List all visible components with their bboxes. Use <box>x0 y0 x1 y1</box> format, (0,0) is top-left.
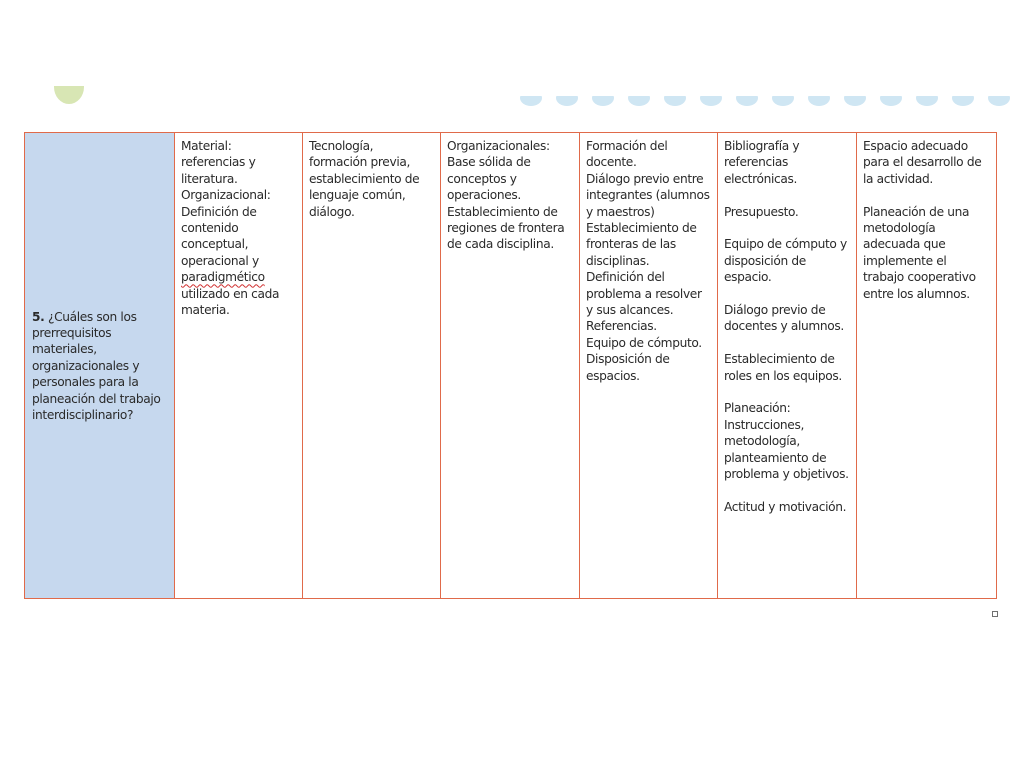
cell-text: Organizacionales: Base sólida de conceptos y operaciones. <box>447 139 550 203</box>
cell-text: Planeación: Instrucciones, metodología, planteamiento de problema y objetivos. <box>724 401 849 482</box>
answer-cell[interactable] <box>580 133 718 599</box>
cell-text: Equipo de cómputo. <box>586 335 702 350</box>
question-number: 5. <box>32 309 45 324</box>
cell-text: Presupuesto. <box>724 204 799 219</box>
answer-cell[interactable] <box>718 133 857 599</box>
cell-text: Organizacional: Definición de contenido conceptual, operacional y <box>181 188 271 268</box>
blank-line <box>724 384 850 400</box>
blank-line <box>724 286 850 302</box>
spellcheck-word: paradigmético <box>181 270 265 285</box>
answer-cell[interactable] <box>857 133 997 599</box>
cell-text: Planeación de una metodología adecuada que implemente el trabajo cooperativo entre los alumnos. <box>863 204 976 301</box>
decorative-circle-green <box>54 86 84 120</box>
question-cell[interactable] <box>25 133 175 599</box>
cell-text: Material: referencias y literatura. <box>181 139 256 186</box>
table <box>24 132 997 599</box>
table-row <box>25 133 997 599</box>
blank-line <box>724 335 850 351</box>
answer-cell[interactable] <box>441 133 580 599</box>
answer-cell[interactable] <box>175 133 303 599</box>
cell-text: Equipo de cómputo y disposición de espacio. <box>724 237 847 285</box>
cell-text: Disposición de espacios. <box>586 352 670 383</box>
cell-text: Referencias. <box>586 319 657 334</box>
cell-text: Definición del problema a resolver y sus alcances. <box>586 270 702 318</box>
cell-text: Formación del docente. <box>586 139 668 170</box>
cell-text: Espacio adecuado para el desarrollo de la actividad. <box>863 139 982 186</box>
blank-line <box>863 187 990 203</box>
blank-line <box>724 220 850 236</box>
answer-cell[interactable] <box>303 133 441 599</box>
prerequisites-table[interactable] <box>24 132 997 599</box>
cell-text: Bibliografía y referencias electrónicas. <box>724 139 800 186</box>
cell-text: Actitud y motivación. <box>724 499 847 514</box>
cell-text: Establecimiento de regiones de frontera de cada disciplina. <box>447 204 565 252</box>
table-resize-handle[interactable] <box>992 611 998 617</box>
cell-text: Tecnología, formación previa, establecimiento de lenguaje común, diálogo. <box>309 139 420 219</box>
question-text: ¿Cuáles son los prerrequisitos materiales, organizacionales y personales para la planeación del trabajo interdisciplinario? <box>32 309 161 423</box>
cell-text: Diálogo previo entre integrantes (alumnos y maestros) <box>586 171 710 219</box>
cell-text: Establecimiento de roles en los equipos. <box>724 352 842 383</box>
blank-line <box>724 482 850 498</box>
decorative-dots-blue <box>520 96 1020 112</box>
cell-text: Diálogo previo de docentes y alumnos. <box>724 303 844 334</box>
blank-line <box>724 187 850 203</box>
cell-text: Establecimiento de fronteras de las disciplinas. <box>586 221 697 268</box>
cell-text: utilizado en cada materia. <box>181 286 280 318</box>
